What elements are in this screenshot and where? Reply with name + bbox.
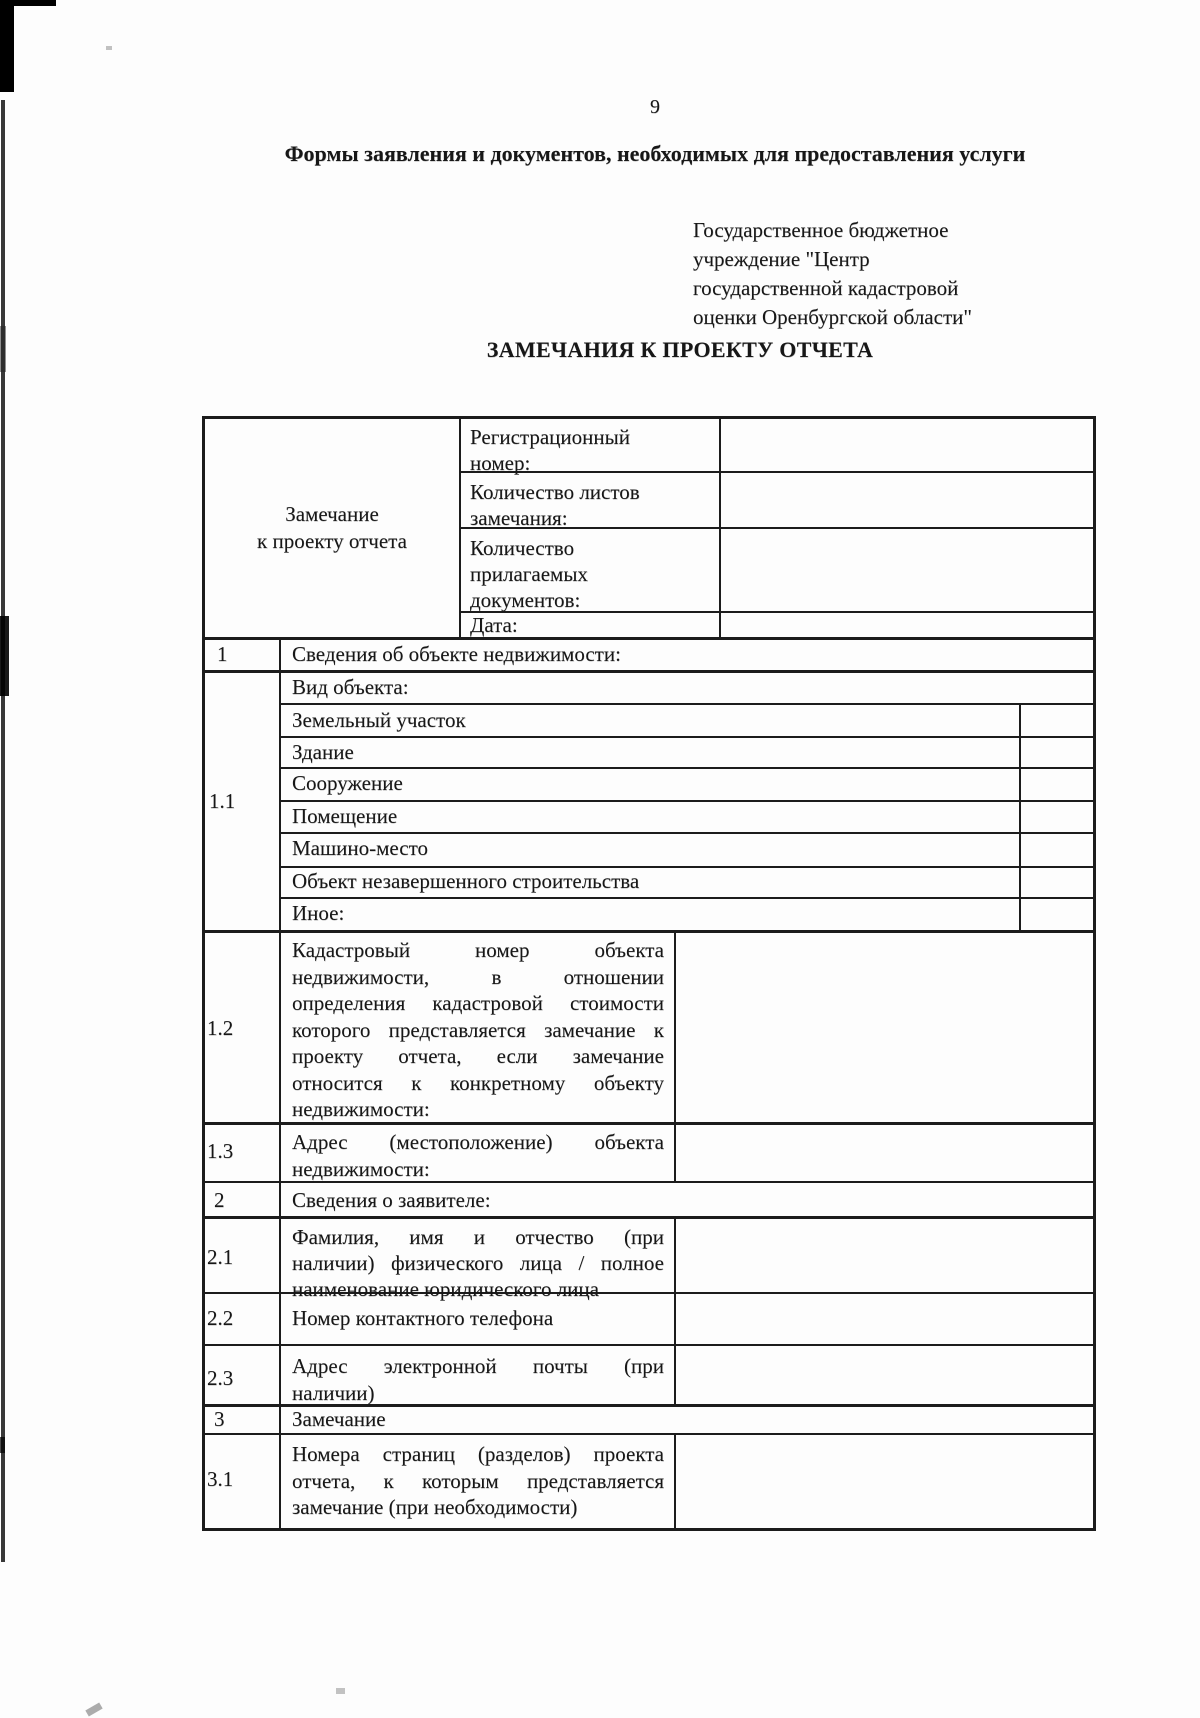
checkbox-cell-parking-space (1021, 834, 1093, 864)
checkbox-cell-building (1021, 738, 1093, 765)
row-1-3-value (676, 1125, 1093, 1181)
scan-artifact (0, 616, 9, 696)
row-3-number: 3 (214, 1407, 225, 1431)
checkbox-cell-premises (1021, 802, 1093, 830)
option-parking-space: Машино-место (292, 836, 428, 860)
row-2-3-number: 2.3 (207, 1366, 234, 1390)
row-2-1-label: Фамилия, имя и отчество (при наличии) физического лица / полное наименование юридического лица (292, 1225, 664, 1301)
form-heading: ЗАМЕЧАНИЯ К ПРОЕКТУ ОТЧЕТА (486, 337, 874, 362)
row-2-2-label: Номер контактного телефона (292, 1306, 554, 1330)
page-number: 9 (650, 96, 660, 118)
row-2-2-number: 2.2 (207, 1306, 234, 1330)
checkbox-cell-other (1021, 899, 1093, 928)
row-1-label: Сведения об объекте недвижимости: (292, 642, 621, 666)
option-premises: Помещение (292, 804, 398, 828)
scan-artifact (0, 1437, 5, 1453)
checkbox-cell-construction (1021, 769, 1093, 798)
field-date-value (721, 613, 1093, 637)
field-attached-documents-value (721, 529, 1093, 611)
document-title: Формы заявления и документов, необходимых для предоставления услуги (284, 141, 1026, 166)
row-1-1-number: 1.1 (209, 789, 236, 813)
row-2-1-number: 2.1 (207, 1245, 234, 1269)
row-3-1-value (676, 1435, 1093, 1528)
field-registration-number-label: Регистрационный номер: (470, 425, 630, 475)
scan-artifact (106, 46, 112, 50)
organization-line: оценки Оренбургской области" (693, 305, 972, 329)
row-1-2-number: 1.2 (207, 1016, 234, 1040)
checkbox-cell-land-plot (1021, 705, 1093, 734)
option-unfinished-construction: Объект незавершенного строительства (292, 869, 640, 893)
field-attached-documents-label: Количество прилагаемых документов: (470, 536, 588, 612)
scan-artifact (0, 326, 6, 372)
scan-artifact (336, 1688, 345, 1694)
row-3-1-number: 3.1 (207, 1467, 234, 1491)
checkbox-cell-unfinished (1021, 868, 1093, 895)
row-2-3-value (676, 1346, 1093, 1404)
option-other: Иное: (292, 901, 345, 925)
organization-block (693, 216, 1013, 332)
row-1-3-number: 1.3 (207, 1139, 234, 1163)
organization-line: Государственное бюджетное (693, 218, 949, 242)
row-2-3-label: Адрес электронной почты (при наличии) (292, 1354, 664, 1405)
scan-artifact (0, 0, 14, 92)
row-2-number: 2 (214, 1188, 225, 1212)
row-1-number: 1 (217, 642, 228, 666)
row-3-label: Замечание (292, 1407, 386, 1431)
row-2-2-value (676, 1294, 1093, 1344)
option-building: Здание (292, 740, 354, 764)
field-sheets-count-value (721, 473, 1093, 527)
field-registration-number-value (721, 418, 1093, 471)
option-land-plot: Земельный участок (292, 708, 466, 732)
object-type-label: Вид объекта: (292, 675, 409, 699)
row-1-2-value (676, 933, 1093, 1122)
scan-artifact (85, 1702, 102, 1716)
scan-artifact (1, 100, 5, 1562)
field-date-label: Дата: (470, 613, 518, 637)
row-1-2-label: Кадастровый номер объекта недвижимости, в отношении определения кадастровой стоимости которого представляется замечание к проекту отчета, если замечание относится к конкретному объекту недвижимости: (292, 938, 664, 1121)
row-1-3-label: Адрес (местоположение) объекта недвижимости: (292, 1130, 664, 1181)
row-2-1-value (676, 1219, 1093, 1292)
field-sheets-count-label: Количество листов замечания: (470, 480, 640, 530)
organization-line: учреждение "Центр (693, 247, 870, 271)
header-left-cell-label: Замечание к проекту отчета (257, 502, 407, 553)
row-2-label: Сведения о заявителе: (292, 1188, 491, 1212)
option-construction: Сооружение (292, 771, 403, 795)
row-3-1-label: Номера страниц (разделов) проекта отчета, к которым представляется замечание (при необходимости) (292, 1442, 664, 1519)
organization-line: государственной кадастровой (693, 276, 959, 300)
